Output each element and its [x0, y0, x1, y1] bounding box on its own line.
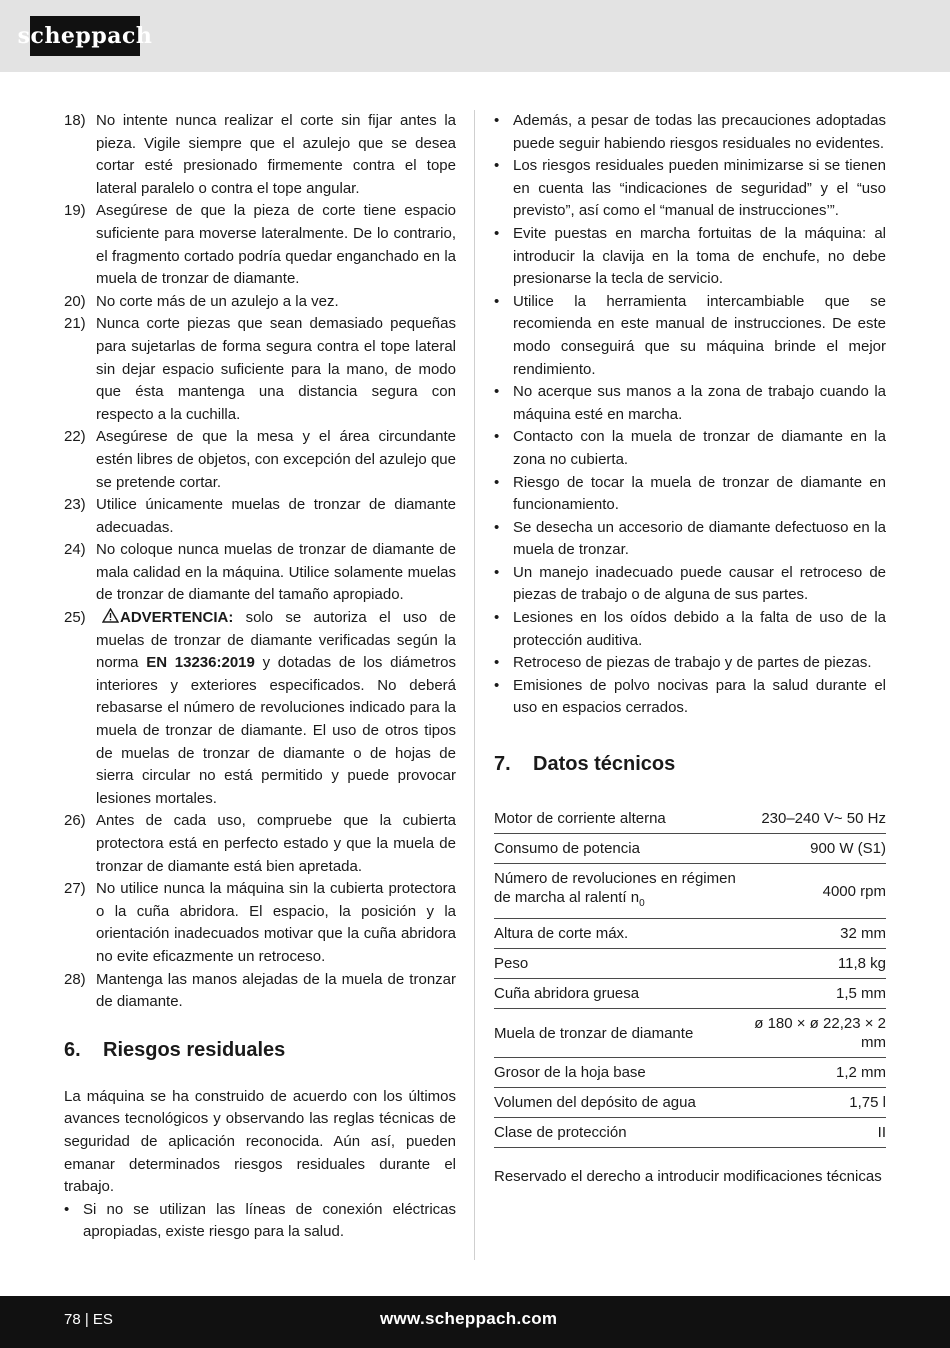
spec-label — [494, 1009, 745, 1058]
item-number: 26) — [64, 812, 86, 830]
bullet-text: Utilice la herramienta intercambiable que se recomienda en este manual de instrucciones. De este modo conseguirá que su máquina brinde el mejor rendimiento. — [513, 292, 886, 378]
spec-label — [494, 979, 745, 1009]
list-item — [494, 223, 886, 291]
item-text: Utilice únicamente muelas de tronzar de diamante adecuadas. — [96, 496, 456, 536]
bullet-text: No acerque sus manos a la zona de trabajo cuando la máquina esté en marcha. — [513, 383, 886, 423]
table-row — [494, 834, 886, 864]
table-row — [494, 949, 886, 979]
bullet-marker: • — [494, 473, 500, 491]
item-number: 19) — [64, 202, 86, 220]
brand-logo: scheppach — [30, 16, 140, 56]
table-row — [494, 864, 886, 919]
bullet-text: Si no se utilizan las líneas de conexión eléctricas apropiadas, existe riesgo para la salud. — [83, 1200, 456, 1241]
item-text: No coloque nunca muelas de tronzar de diamante de mala calidad en la máquina. Utilice solamente muelas de tronzar de diamante del tamaño apropiado. — [96, 541, 456, 604]
item-text: Mantenga las manos alejadas de la muela de tronzar de diamante. — [96, 970, 456, 1011]
bullet-text: Evite puestas en marcha fortuitas de la máquina: al introducir la clavija en la toma de enchufe, no debe presionarse la tecla de servicio. — [513, 224, 886, 288]
bullet-text: Emisiones de polvo nocivas para la salud durante el uso en espacios cerrados. — [513, 676, 886, 717]
item-number: 24) — [64, 541, 86, 559]
bullet-marker: • — [494, 609, 500, 627]
section-7-heading: 7. Datos técnicos — [494, 753, 676, 776]
spec-value: 4000 rpm — [745, 864, 886, 919]
spec-label-text: Clase de protección — [494, 1124, 627, 1142]
spec-label-text: Altura de corte máx. — [494, 925, 629, 943]
bullet-marker: • — [494, 112, 500, 129]
item-number: 23) — [64, 496, 86, 514]
list-item — [494, 562, 886, 607]
spec-label-text: Volumen del depósito de agua — [494, 1094, 696, 1112]
safety-item — [64, 810, 456, 878]
spec-label-subscript: 0 — [639, 898, 645, 910]
website-link[interactable]: www.scheppach.com — [380, 1309, 558, 1328]
item-text: Nunca corte piezas que sean demasiado pequeñas para sujetarlas de forma segura contra el tope lateral sin dejar espacio suficiente para la mano, de modo que ésta mantenga una distancia segura con respecto a la cuchilla. — [96, 315, 456, 423]
spec-label — [494, 834, 745, 864]
spec-label-text: Cuña abridora gruesa — [494, 985, 640, 1003]
section-6-heading: 6. Riesgos residuales — [64, 1038, 286, 1061]
list-item — [494, 517, 886, 562]
bullet-marker: • — [494, 224, 500, 242]
bullet-marker: • — [64, 1200, 70, 1218]
table-row — [494, 1118, 886, 1148]
norm-reference: EN 13236:2019 — [146, 654, 255, 672]
list-item — [494, 291, 886, 381]
list-item — [64, 1199, 456, 1244]
spec-value: II — [745, 1118, 886, 1148]
list-item — [494, 472, 886, 517]
warning-label: ADVERTENCIA: — [120, 609, 234, 627]
bullet-marker: • — [494, 428, 500, 446]
spec-label — [494, 1118, 745, 1148]
safety-item — [64, 539, 456, 607]
bullet-text: Los riesgos residuales pueden minimizarse si se tienen en cuenta las “indicaciones de seguridad” y el “uso previsto”, así como el “manual de instrucciones’”. — [513, 157, 886, 220]
bullet-text: Contacto con la muela de tronzar de diamante en la zona no cubierta. — [513, 428, 886, 468]
item-number: 27) — [64, 880, 86, 898]
bullet-text: Retroceso de piezas de trabajo y de partes de piezas. — [513, 654, 872, 672]
table-row — [494, 1058, 886, 1088]
bullet-marker: • — [494, 292, 500, 310]
safety-item — [64, 878, 456, 968]
item-number: 22) — [64, 428, 86, 446]
spec-label — [494, 949, 745, 979]
list-item — [494, 675, 886, 720]
safety-list-part1 — [64, 110, 456, 607]
spec-label — [494, 804, 745, 834]
bullet-text: Un manejo inadecuado puede causar el retroceso de piezas de trabajo o de alguna de sus partes. — [513, 563, 886, 604]
bullet-marker: • — [494, 157, 500, 175]
spec-label-text: Motor de corriente alterna — [494, 810, 666, 828]
bullet-text: Se desecha un accesorio de diamante defectuoso en la muela de tronzar. — [513, 518, 886, 559]
spec-label — [494, 1058, 745, 1088]
bullet-marker: • — [494, 383, 500, 401]
column-divider — [474, 110, 475, 1260]
bullet-marker: • — [494, 563, 500, 581]
safety-item — [64, 494, 456, 539]
spec-value: 1,2 mm — [745, 1058, 886, 1088]
safety-list-part2 — [64, 810, 456, 1013]
technical-data-table — [494, 804, 886, 1148]
item-text: No utilice nunca la máquina sin la cubierta protectora o la cuña abridora. El espacio, la posición y la orientación inadecuados motivar que la cuña abridora no evite eficazmente un retroceso. — [96, 880, 456, 965]
spec-label-text: Muela de tronzar de diamante — [494, 1024, 694, 1042]
item-text: No intente nunca realizar el corte sin fijar antes la pieza. Vigile siempre que el azulejo que se desea cortar esté presionado firmemente contra el tope lateral paralelo o contra el tope angular. — [96, 112, 456, 197]
page-footer — [0, 1296, 950, 1348]
item-text: No corte más de un azulejo a la vez. — [96, 292, 339, 310]
list-item — [494, 607, 886, 652]
residual-risk-list-left — [64, 1199, 456, 1244]
list-item — [494, 426, 886, 471]
item-number: 18) — [64, 112, 86, 129]
page-number: 78 | ES — [64, 1311, 113, 1328]
list-item — [494, 381, 886, 426]
bullet-text: Además, a pesar de todas las precauciones adoptadas puede seguir habiendo riesgos residuales no evidentes. — [513, 112, 886, 152]
warning-triangle-icon — [96, 607, 120, 630]
safety-item — [64, 200, 456, 290]
spec-label — [494, 919, 745, 949]
left-column — [64, 110, 456, 1244]
list-item — [494, 652, 886, 675]
table-row — [494, 804, 886, 834]
bullet-text: Lesiones en los oídos debido a la falta de uso de la protección auditiva. — [513, 609, 886, 649]
item-text: Asegúrese de que la mesa y el área circundante estén libres de objetos, con excepción del azulejo que se pretende cortar. — [96, 428, 456, 491]
safety-item — [64, 313, 456, 426]
right-column — [494, 110, 886, 1189]
list-item — [494, 155, 886, 223]
bullet-marker: • — [494, 518, 500, 536]
table-row — [494, 979, 886, 1009]
item-number: 21) — [64, 315, 86, 333]
item-text: Asegúrese de que la pieza de corte tiene espacio suficiente para moverse lateralmente. De lo contrario, el fragmento cortado podría quedar enganchado en la muela de tronzar de diamante. — [96, 202, 456, 288]
table-row — [494, 1088, 886, 1118]
bullet-marker: • — [494, 654, 500, 672]
item-text: Antes de cada uso, compruebe que la cubierta protectora está en perfecto estado y que la muela de tronzar de diamante está bien apretada. — [96, 812, 456, 875]
spec-value: 11,8 kg — [745, 949, 886, 979]
spec-value: 900 W (S1) — [745, 834, 886, 864]
residual-risk-list-right — [494, 110, 886, 720]
spec-value: 32 mm — [745, 919, 886, 949]
item-number: 28) — [64, 970, 86, 988]
spec-label-text: Consumo de potencia — [494, 840, 640, 858]
spec-value: 1,75 l — [745, 1088, 886, 1118]
technical-note: Reservado el derecho a introducir modificaciones técnicas — [494, 1168, 882, 1186]
item-number: 20) — [64, 292, 86, 310]
safety-item — [64, 426, 456, 494]
bullet-marker: • — [494, 676, 500, 694]
list-item — [494, 110, 886, 155]
safety-item — [64, 969, 456, 1014]
spec-value: 1,5 mm — [745, 979, 886, 1009]
spec-label-text: Número de revoluciones en régimen de marcha al ralentí n — [494, 870, 736, 907]
bullet-text: Riesgo de tocar la muela de tronzar de diamante en funcionamiento. — [513, 473, 886, 514]
section-6-intro: La máquina se ha construido de acuerdo con los últimos avances tecnológicos y observando las reglas técnicas de seguridad de aplicación reconocida. Aún así, pueden emanar determinados riesgos residuales durante el trabajo. — [64, 1087, 456, 1196]
spec-label-text: Peso — [494, 955, 529, 973]
spec-label — [494, 864, 745, 919]
table-row — [494, 919, 886, 949]
safety-item-25: 25) ADVERTENCIA: solo se autoriza el uso de muelas de tronzar de diamante verificadas según la norma EN 13236:2019 y dotadas de los diámetros interiores y exteriores especificados. No deberá rebasarse el número de revoluciones indicado para la muela de tronzar de diamante. El uso de otros tipos de muelas de tronzar de diamante o de hojas de sierra circular no está permitido y puede provocar lesiones mortales. — [64, 609, 456, 807]
spec-label-text: Grosor de la hoja base — [494, 1064, 646, 1082]
table-row — [494, 1009, 886, 1058]
spec-label — [494, 1088, 745, 1118]
safety-item — [64, 291, 456, 314]
page-header — [0, 0, 950, 72]
safety-item — [64, 110, 456, 200]
spec-value: 230–240 V~ 50 Hz — [745, 804, 886, 834]
spec-value: ø 180 × ø 22,23 × 2 mm — [745, 1009, 886, 1058]
